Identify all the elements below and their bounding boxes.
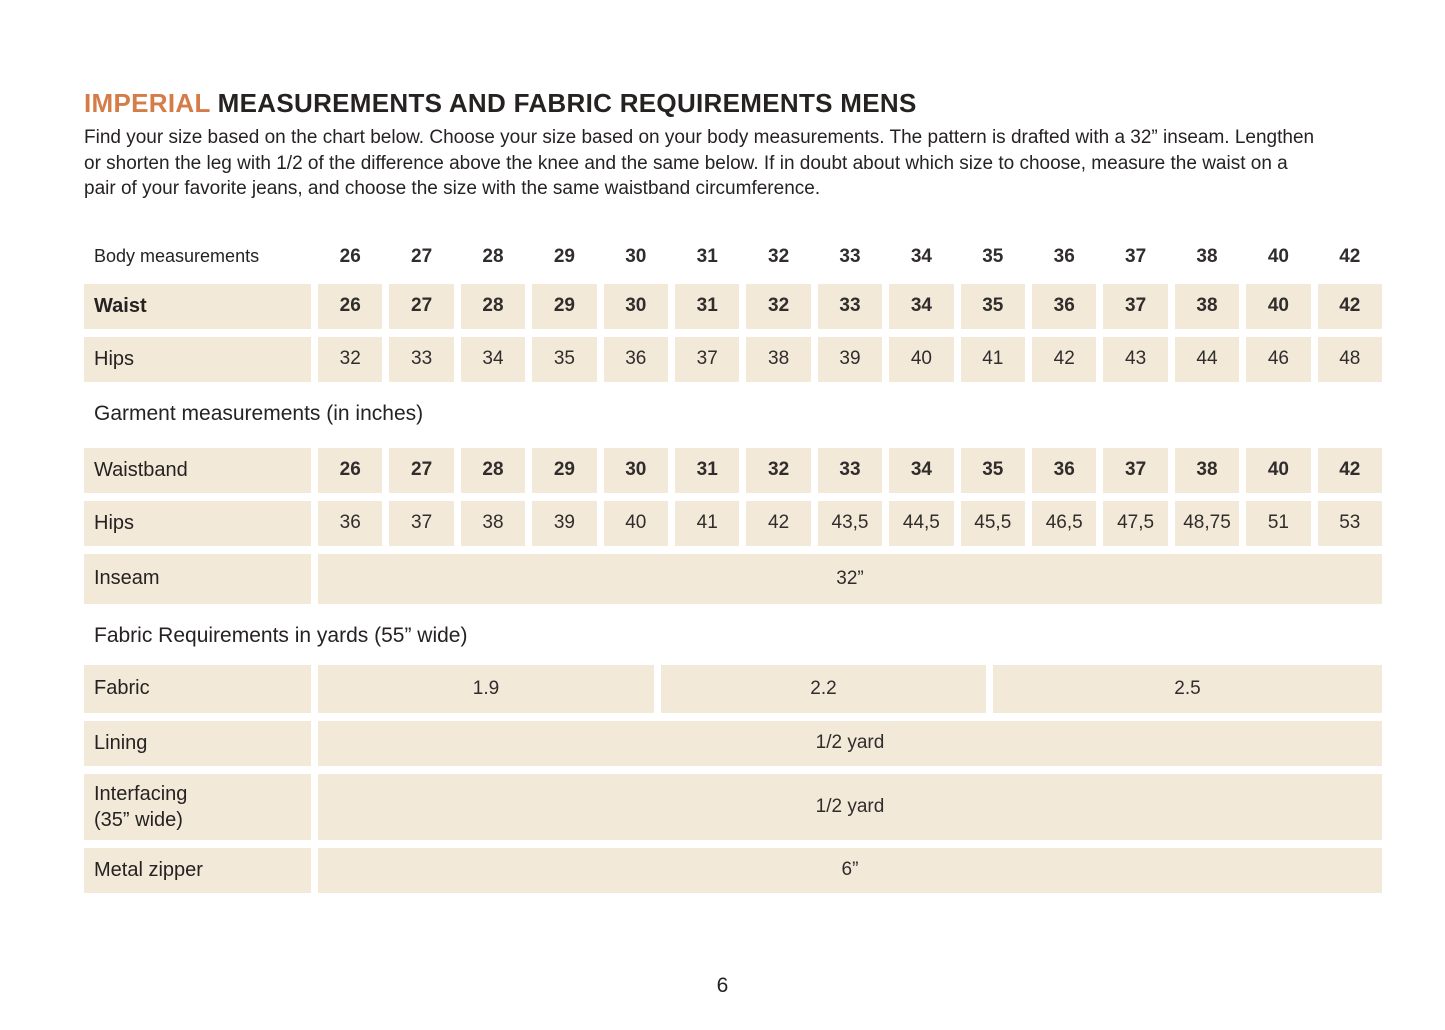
waistband-row-label: Waistband — [84, 448, 311, 493]
waistband-value-cell: 34 — [889, 448, 953, 493]
inseam-value-cell: 32” — [318, 554, 1382, 604]
fabric-value-cell: 2.2 — [661, 665, 986, 713]
inseam-row — [84, 554, 1382, 604]
body-hips-value-cell: 42 — [1032, 337, 1096, 382]
waistband-value-cell: 33 — [818, 448, 882, 493]
body-hips-row — [84, 337, 1382, 382]
fabric-value-cell: 2.5 — [993, 665, 1382, 713]
garment-hips-value-cell: 43,5 — [818, 501, 882, 546]
interfacing-value-cell: 1/2 yard — [318, 774, 1382, 840]
fabric-requirements-heading: Fabric Requirements in yards (55” wide) — [94, 623, 468, 647]
waistband-value-cell: 38 — [1175, 448, 1239, 493]
body-hips-value-cell: 32 — [318, 337, 382, 382]
waist-value-cell: 27 — [389, 284, 453, 329]
page-title-highlight: IMPERIAL — [84, 88, 211, 118]
garment-hips-value-cell: 36 — [318, 501, 382, 546]
garment-hips-value-cell: 46,5 — [1032, 501, 1096, 546]
garment-hips-value-cell: 38 — [461, 501, 525, 546]
waistband-value-cell: 31 — [675, 448, 739, 493]
waist-row-label: Waist — [84, 284, 311, 329]
waist-value-cell: 28 — [461, 284, 525, 329]
garment-hips-value-cell: 48,75 — [1175, 501, 1239, 546]
garment-measurements-heading: Garment measurements (in inches) — [94, 401, 424, 425]
size-header-cell: 36 — [1053, 245, 1075, 267]
body-hips-row-label: Hips — [84, 337, 311, 382]
size-header-cell: 33 — [839, 245, 861, 267]
fabric-row — [84, 665, 1382, 713]
body-hips-value-cell: 34 — [461, 337, 525, 382]
waist-value-cell: 42 — [1318, 284, 1382, 329]
garment-hips-row-label: Hips — [84, 501, 311, 546]
body-hips-value-cell: 35 — [532, 337, 596, 382]
body-hips-value-cell: 40 — [889, 337, 953, 382]
garment-hips-row — [84, 501, 1382, 546]
size-header-cell: 29 — [553, 245, 575, 267]
size-header-cell: 26 — [339, 245, 361, 267]
size-header-cell: 28 — [482, 245, 504, 267]
waist-row — [84, 284, 1382, 329]
garment-hips-value-cell: 51 — [1246, 501, 1310, 546]
waist-value-cell: 35 — [961, 284, 1025, 329]
interfacing-row-label — [84, 774, 311, 840]
waist-value-cell: 34 — [889, 284, 953, 329]
body-hips-value-cell: 43 — [1103, 337, 1167, 382]
interfacing-label-line1: Interfacing — [94, 782, 188, 805]
size-header-cell: 37 — [1125, 245, 1147, 267]
body-measurements-header-label: Body measurements — [94, 246, 260, 266]
waistband-value-cell: 27 — [389, 448, 453, 493]
fabric-value-cell: 1.9 — [318, 665, 654, 713]
waistband-value-cell: 32 — [746, 448, 810, 493]
size-header-cell: 31 — [696, 245, 718, 267]
waist-value-cell: 29 — [532, 284, 596, 329]
body-hips-value-cell: 33 — [389, 337, 453, 382]
waist-value-cell: 33 — [818, 284, 882, 329]
fabric-row-label: Fabric — [84, 665, 311, 713]
body-hips-value-cell: 44 — [1175, 337, 1239, 382]
waist-value-cell: 30 — [604, 284, 668, 329]
waistband-value-cell: 36 — [1032, 448, 1096, 493]
inseam-row-label: Inseam — [84, 554, 311, 604]
size-header-cell: 32 — [768, 245, 790, 267]
waist-value-cell: 40 — [1246, 284, 1310, 329]
body-hips-value-cell: 37 — [675, 337, 739, 382]
body-measurements-header-row — [84, 238, 1382, 276]
waistband-row — [84, 448, 1382, 493]
waistband-value-cell: 29 — [532, 448, 596, 493]
garment-hips-value-cell: 47,5 — [1103, 501, 1167, 546]
waistband-value-cell: 42 — [1318, 448, 1382, 493]
interfacing-row — [84, 774, 1382, 840]
size-header-cell: 35 — [982, 245, 1004, 267]
size-header-cell: 38 — [1196, 245, 1218, 267]
body-hips-value-cell: 48 — [1318, 337, 1382, 382]
garment-hips-value-cell: 45,5 — [961, 501, 1025, 546]
body-hips-value-cell: 36 — [604, 337, 668, 382]
garment-hips-value-cell: 44,5 — [889, 501, 953, 546]
waist-value-cell: 36 — [1032, 284, 1096, 329]
waistband-value-cell: 26 — [318, 448, 382, 493]
garment-hips-value-cell: 41 — [675, 501, 739, 546]
size-header-cell: 40 — [1267, 245, 1289, 267]
size-header-cell: 34 — [910, 245, 932, 267]
metal-zipper-row-label: Metal zipper — [84, 848, 311, 893]
page-title — [84, 88, 1382, 118]
body-hips-value-cell: 39 — [818, 337, 882, 382]
waist-value-cell: 38 — [1175, 284, 1239, 329]
waistband-value-cell: 30 — [604, 448, 668, 493]
garment-hips-value-cell: 42 — [746, 501, 810, 546]
page-content — [84, 88, 1382, 893]
waistband-value-cell: 35 — [961, 448, 1025, 493]
waistband-value-cell: 40 — [1246, 448, 1310, 493]
waist-value-cell: 32 — [746, 284, 810, 329]
lining-value-cell: 1/2 yard — [318, 721, 1382, 766]
garment-hips-value-cell: 39 — [532, 501, 596, 546]
size-header-cell: 27 — [411, 245, 433, 267]
lining-row-label: Lining — [84, 721, 311, 766]
waist-value-cell: 26 — [318, 284, 382, 329]
garment-hips-value-cell: 37 — [389, 501, 453, 546]
garment-hips-value-cell: 40 — [604, 501, 668, 546]
garment-hips-value-cell: 53 — [1318, 501, 1382, 546]
page-title-rest: MEASUREMENTS AND FABRIC REQUIREMENTS MENS — [210, 88, 917, 118]
body-hips-value-cell: 46 — [1246, 337, 1310, 382]
lining-row — [84, 721, 1382, 766]
body-hips-value-cell: 41 — [961, 337, 1025, 382]
size-header-cell: 42 — [1339, 245, 1361, 267]
size-header-cell: 30 — [625, 245, 647, 267]
waistband-value-cell: 28 — [461, 448, 525, 493]
interfacing-label-line2: (35” wide) — [94, 808, 183, 831]
metal-zipper-row — [84, 848, 1382, 893]
waistband-value-cell: 37 — [1103, 448, 1167, 493]
metal-zipper-value-cell: 6” — [318, 848, 1382, 893]
page-number: 6 — [716, 974, 729, 997]
intro-paragraph: Find your size based on the chart below. Choose your size based on your body measurements. The pattern is drafted with a 32” inseam. Lengthen or shorten the leg with 1/2 of the difference above the knee and the same below. If in doubt about which size to choose, measure the waist on a pair of your favorite jeans, and choose the size with the same waistband circumference. — [84, 127, 1315, 199]
body-hips-value-cell: 38 — [746, 337, 810, 382]
waist-value-cell: 31 — [675, 284, 739, 329]
waist-value-cell: 37 — [1103, 284, 1167, 329]
